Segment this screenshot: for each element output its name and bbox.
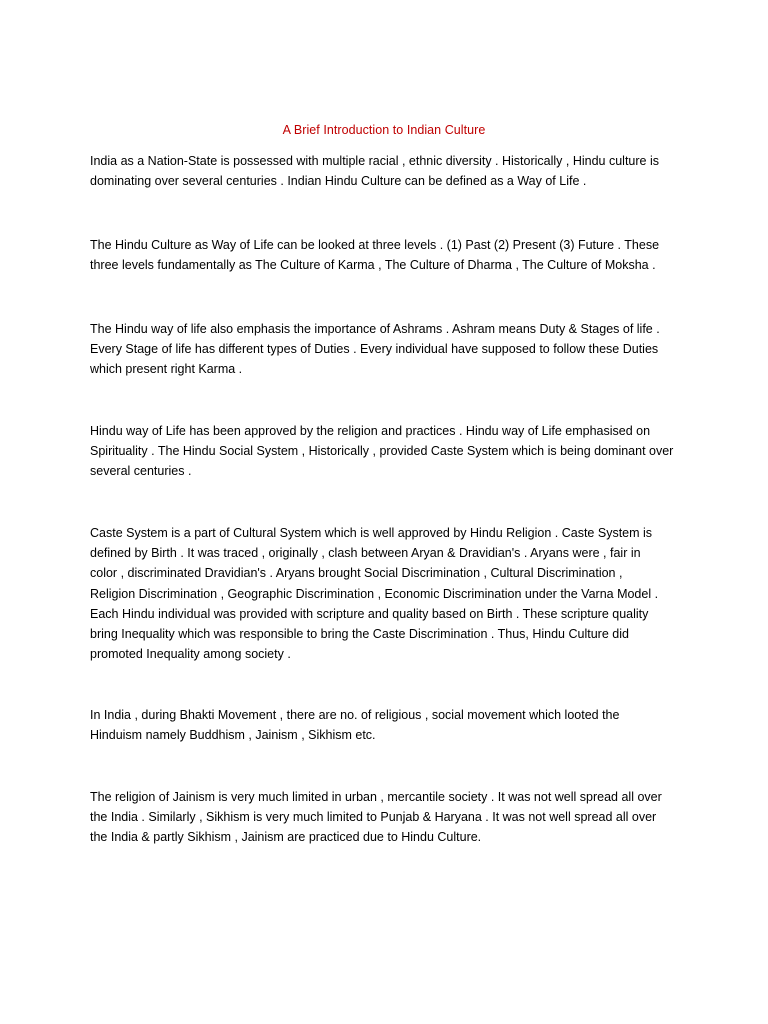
text-line: Every Stage of life has different types of Duties . Every individual have supposed to follow these Duties <box>90 342 659 357</box>
text-line: three levels fundamentally as The Culture of Karma , The Culture of Dharma , The Culture of Moksha . <box>90 258 656 273</box>
text-line: The religion of Jainism is very much limited in urban , mercantile society . It was not well spread all over <box>90 790 662 804</box>
text-line: the India . Similarly , Sikhism is very much limited to Punjab & Haryana . It was not well spread all over <box>90 810 657 825</box>
text-line: the India & partly Sikhism , Jainism are practiced due to Hindu Culture. <box>90 830 482 845</box>
text-line: The Hindu way of life also emphasis the importance of Ashrams . Ashram means Duty & Stages of life . <box>90 322 660 336</box>
text-line: Hinduism namely Buddhism , Jainism , Sikhism etc. <box>90 728 376 743</box>
text-line: Religion Discrimination , Geographic Discrimination , Economic Discrimination under the Varna Model . <box>90 586 659 601</box>
paragraph-jainism-sikhism <box>90 787 690 848</box>
document-title: A Brief Introduction to Indian Culture <box>282 123 486 137</box>
text-line: which present right Karma . <box>90 362 243 377</box>
text-line: The Hindu Culture as Way of Life can be looked at three levels . (1) Past (2) Present (3) Future . These <box>90 238 660 252</box>
paragraph-bhakti-movement <box>90 705 690 745</box>
text-line: Spirituality . The Hindu Social System , Historically , provided Caste System which is being dominant over <box>90 444 674 459</box>
text-line: bring Inequality which was responsible to bring the Caste Discrimination . Thus, Hindu Culture did <box>90 627 629 642</box>
paragraph-spirituality <box>90 421 690 482</box>
text-line: several centuries . <box>90 464 192 479</box>
text-line: India as a Nation-State is possessed with multiple racial , ethnic diversity . Historically , Hindu culture is <box>90 154 659 168</box>
paragraph-three-levels <box>90 235 690 275</box>
text-line: Caste System is a part of Cultural System which is well approved by Hindu Religion . Caste System is <box>90 526 653 540</box>
text-line: promoted Inequality among society . <box>90 647 291 662</box>
text-line: In India , during Bhakti Movement , there are no. of religious , social movement which looted the <box>90 708 620 722</box>
text-line: Each Hindu individual was provided with scripture and quality based on Birth . These scripture quality <box>90 606 649 621</box>
text-line: color , discriminated Dravidian's . Aryans brought Social Discrimination , Cultural Discrimination , <box>90 566 623 581</box>
text-line: dominating over several centuries . Indian Hindu Culture can be defined as a Way of Life . <box>90 174 587 189</box>
text-line: Hindu way of Life has been approved by the religion and practices . Hindu way of Life emphasised on <box>90 424 651 438</box>
paragraph-caste-system <box>90 523 690 664</box>
paragraph-nation-state <box>90 151 690 191</box>
paragraph-ashrams <box>90 319 690 380</box>
text-line: defined by Birth . It was traced , originally , clash between Aryan & Dravidian's . Aryans were , fair in <box>90 546 641 561</box>
